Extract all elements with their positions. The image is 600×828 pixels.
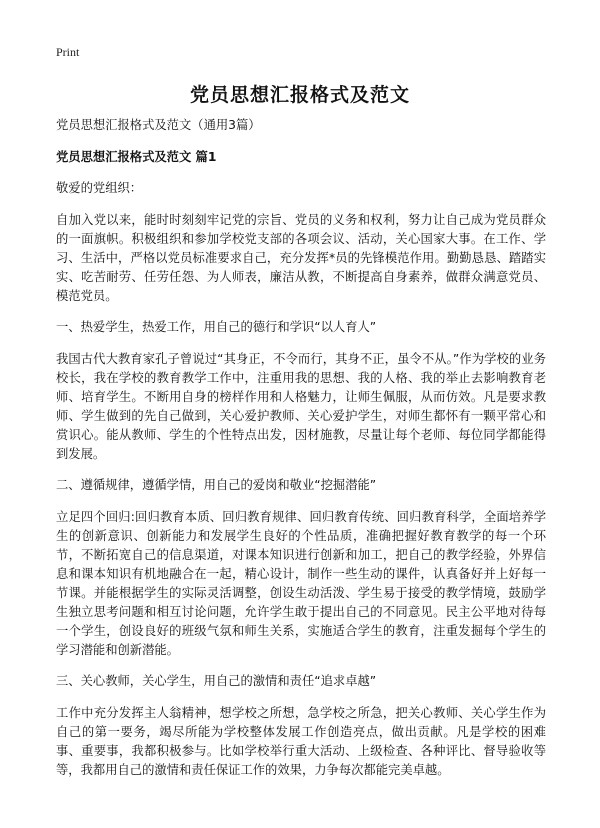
paragraph-3: 工作中充分发挥主人翁精神，想学校之所想，急学校之所急，把关心教师、关心学生作为自己的第一要务，竭尽所能为学校整体发展工作创造亮点，做出贡献。凡是学校的困难事、重要事，我都积极参与。比如学校举行重大活动、上级检查、各种评比、督导验收等等，我都用自己的激情和责任保证工作的效果，力争每次都能完美卓越。 bbox=[56, 706, 546, 777]
paragraph-2: 立足四个回归:回归教育本质、回归教育规律、回归教育传统、回归教育科学，全面培养学生的创新意识、创新能力和发展学生良好的个性品质，准确把握好教育教学的每一个环节，不断拓宽自己的信息渠道，对课本知识进行创新和加工，把自己的教学经验，外界信息和课本知识有机地融合在一起，精心设计，制作一些生动的课件，认真备好并上好每一节课。并能根据学生的实际灵活调整，创设生动活泼、学生易于接受的教学情境，鼓励学生独立思考问题和相互讨论问题，允许学生敢于提出自己的不同意见。民主公平地对待每一个学生，创设良好的班级气氛和师生关系，实施适合学生的教育，注重发掘每个学生的学习潜能和创新潜能。 bbox=[56, 510, 546, 657]
greeting: 敬爱的党组织： bbox=[56, 181, 143, 195]
page-title: 党员思想汇报格式及范文 bbox=[189, 84, 410, 106]
document-body bbox=[56, 116, 546, 792]
heading-2: 二、遵循规律，遵循学情，用自己的爱岗和敬业“挖掘潜能” bbox=[56, 478, 377, 492]
heading-3: 三、关心教师，关心学生，用自己的激情和责任“追求卓越” bbox=[56, 674, 377, 688]
document-subtitle: 党员思想汇报格式及范文（通用3篇） bbox=[56, 118, 261, 132]
heading-1: 一、热爱学生，热爱工作，用自己的德行和学识“以人育人” bbox=[56, 320, 377, 334]
paragraph-1: 我国古代大教育家孔子曾说过“其身正，不令而行，其身不正，虽令不从。”作为学校的业务校长，我在学校的教育教学工作中，注重用我的思想、我的人格、我的举止去影响教育老师、培育学生。不断用自身的榜样作用和人格魅力，让师生佩服，从而仿效。凡是要求教师、学生做到的先自己做到，关心爱护教师、关心爱护学生，对师生都怀有一颗平常心和赏识心。能从教师、学生的个性特点出发，因材施教，尽量让每个老师、每位同学都能得到发展。 bbox=[56, 352, 546, 461]
intro-paragraph: 自加入党以来，能时时刻刻牢记党的宗旨、党员的义务和权利，努力让自己成为党员群众的一面旗帜。积极组织和参加学校党支部的各项会议、活动，关心国家大事。在工作、学习、生活中，严格以党员标准要求自己，充分发挥*员的先锋模范作用。勤勤恳恳、踏踏实实、吃苦耐劳、任劳任怨、为人师表，廉洁从教，不断提高自身素养，做群众满意党员、模范党员。 bbox=[56, 213, 546, 303]
section-title: 党员思想汇报格式及范文 篇1 bbox=[56, 150, 217, 164]
print-link[interactable]: Print bbox=[56, 45, 80, 59]
